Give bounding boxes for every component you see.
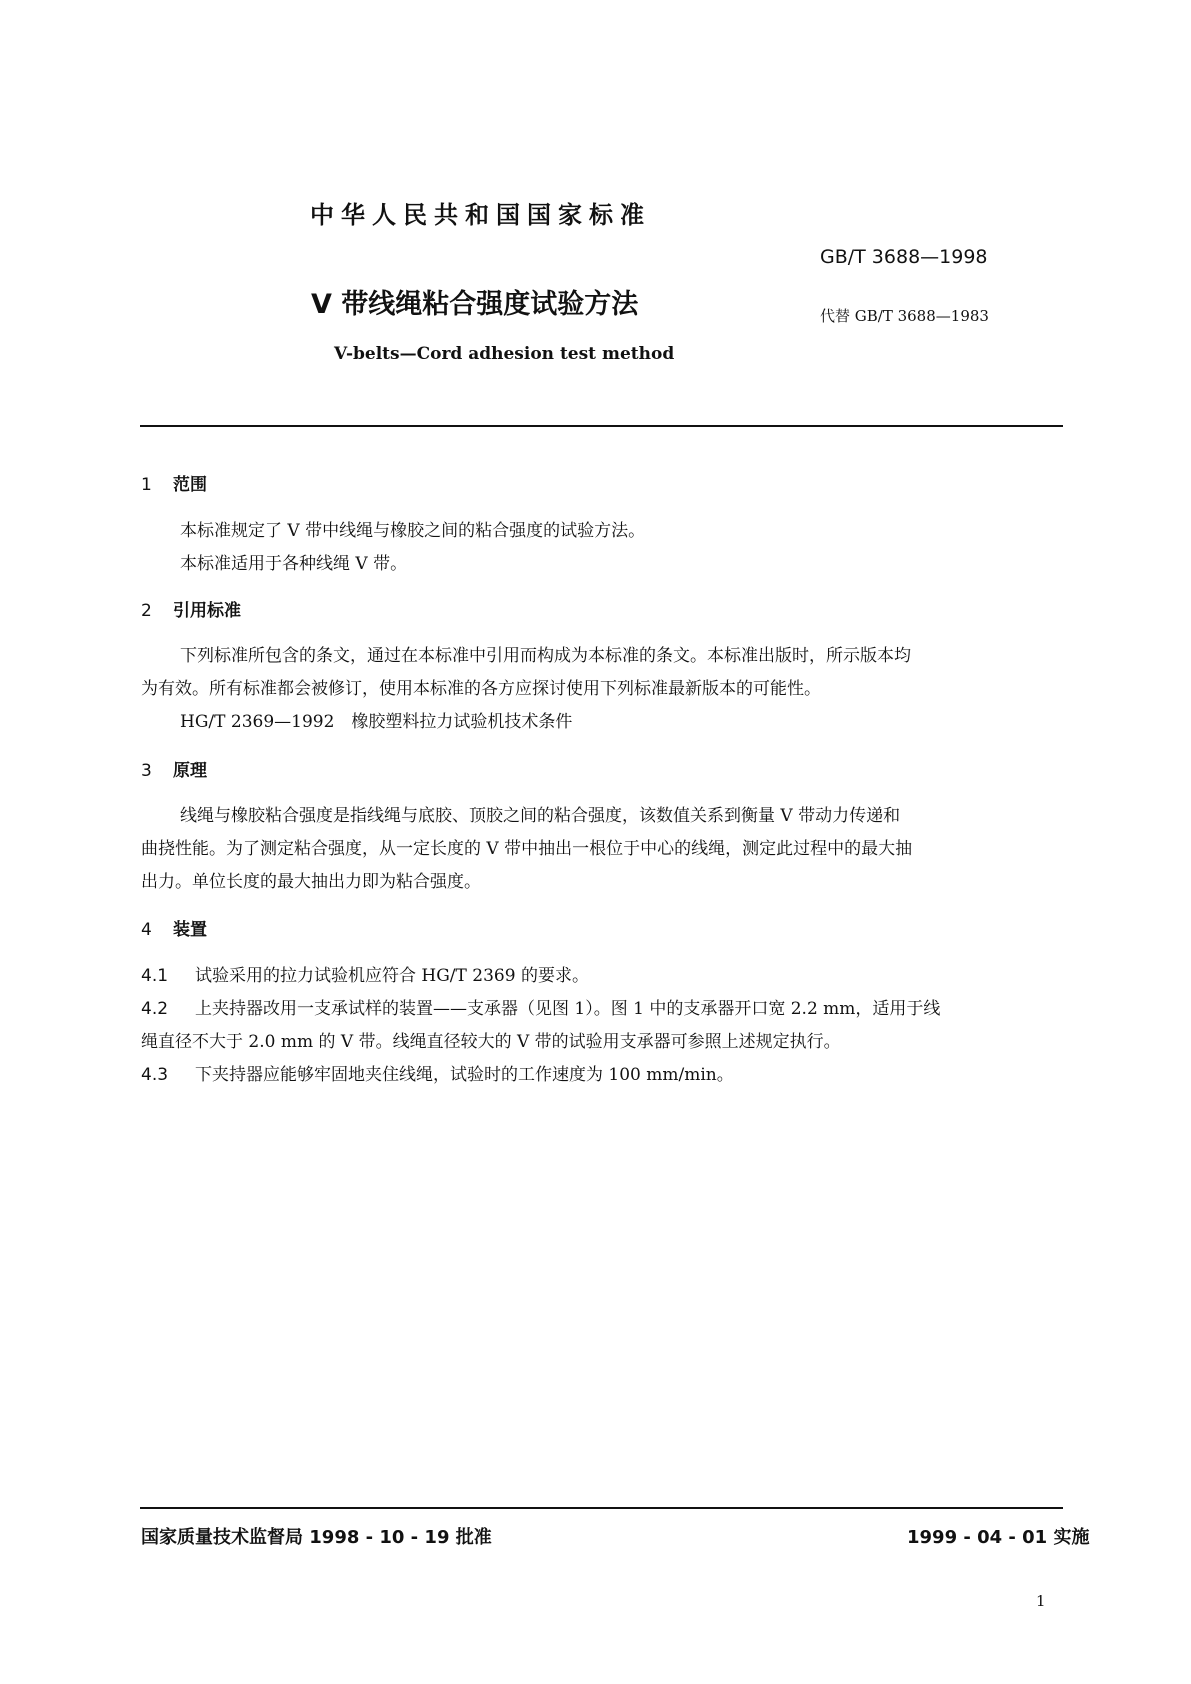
document-title-en: V-belts—Cord adhesion test method: [334, 344, 675, 364]
footer-divider: [140, 1507, 1063, 1509]
standard-number: GB/T 3688—1998: [820, 246, 988, 268]
section-1-paragraph-2: 本标准适用于各种线绳 V 带。: [180, 554, 408, 574]
document-title-cn: V 带线绳粘合强度试验方法: [311, 289, 639, 320]
section-4-heading: [141, 915, 207, 940]
section-1-heading: [141, 470, 207, 495]
clause-4-2-text: 上夹持器改用一支承试样的装置——支承器（见图 1）。图 1 中的支承器开口宽 2.2 mm，适用于线: [195, 999, 941, 1019]
section-3-line-3: 出力。单位长度的最大抽出力即为粘合强度。: [141, 872, 481, 892]
clause-4-3-number: 4.3: [141, 1065, 169, 1085]
page-number: 1: [1036, 1592, 1046, 1610]
approval-date: 国家质量技术监督局 1998 - 10 - 19 批准: [141, 1527, 492, 1548]
section-4-number: 4: [141, 920, 152, 940]
section-2-title: 引用标准: [173, 601, 241, 621]
section-2-heading: [141, 596, 241, 621]
clause-4-2-line-1: [141, 993, 940, 1026]
clause-4-2-number: 4.2: [141, 999, 169, 1019]
clause-4-1-number: 4.1: [141, 966, 169, 986]
section-3-number: 3: [141, 761, 152, 781]
section-3-line-2: 曲挠性能。为了测定粘合强度，从一定长度的 V 带中抽出一根位于中心的线绳，测定此过程中的最大抽: [141, 839, 913, 859]
clause-4-3: [141, 1059, 734, 1092]
clause-4-3-text: 下夹持器应能够牢固地夹住线绳，试验时的工作速度为 100 mm/min。: [195, 1065, 734, 1085]
section-1-paragraph-1: 本标准规定了 V 带中线绳与橡胶之间的粘合强度的试验方法。: [180, 521, 646, 541]
section-3-title: 原理: [173, 761, 207, 781]
section-1-number: 1: [141, 475, 152, 495]
section-2-paragraph-line-2: 为有效。所有标准都会被修订，使用本标准的各方应探讨使用下列标准最新版本的可能性。: [141, 679, 821, 699]
effective-date: 1999 - 04 - 01 实施: [907, 1527, 1090, 1548]
section-1-title: 范围: [173, 475, 207, 495]
section-2-paragraph-line-1: 下列标准所包含的条文，通过在本标准中引用而构成为本标准的条文。本标准出版时，所示版本均: [180, 646, 911, 666]
header-divider: [140, 425, 1063, 427]
replaces-standard: 代替 GB/T 3688—1983: [820, 307, 989, 325]
clause-4-1-text: 试验采用的拉力试验机应符合 HG/T 2369 的要求。: [195, 966, 589, 986]
section-3-heading: [141, 756, 207, 781]
section-4-title: 装置: [173, 920, 207, 940]
clause-4-1: [141, 960, 589, 993]
national-standard-heading: 中华人民共和国国家标准: [310, 201, 651, 229]
normative-reference: HG/T 2369—1992 橡胶塑料拉力试验机技术条件: [180, 712, 573, 732]
section-3-line-1: 线绳与橡胶粘合强度是指线绳与底胶、顶胶之间的粘合强度，该数值关系到衡量 V 带动力传递和: [180, 806, 901, 826]
clause-4-2-line-2: 绳直径不大于 2.0 mm 的 V 带。线绳直径较大的 V 带的试验用支承器可参照上述规定执行。: [141, 1032, 841, 1052]
section-2-number: 2: [141, 601, 152, 621]
